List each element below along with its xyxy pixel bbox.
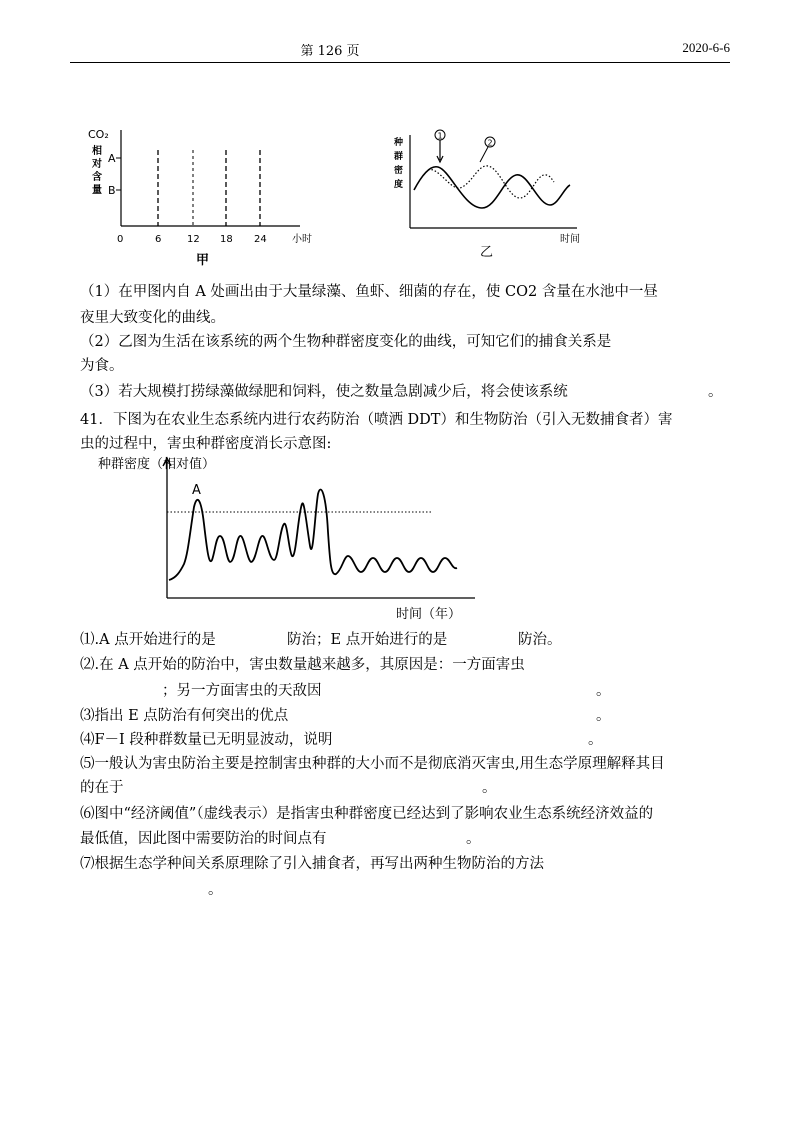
- s2-end: 。: [596, 683, 611, 699]
- pest-xlabel: 时间（年）: [396, 607, 462, 622]
- s6-end: 。: [466, 831, 481, 847]
- jia-xunit: 小时: [292, 234, 312, 245]
- jia-xtick: 12: [187, 234, 200, 245]
- jia-ylabel-top: CO₂: [88, 128, 109, 141]
- q2-line-2: 为食。: [80, 358, 124, 374]
- s4-line: ⑷F－I 段种群数量已无明显波动，说明: [80, 732, 333, 748]
- yi-ylabel-char: 群: [394, 152, 404, 162]
- s7-end: 。: [208, 882, 223, 898]
- yi-curve-1: [414, 167, 570, 208]
- jia-xtick: 6: [155, 234, 162, 245]
- jia-tick-b: B: [108, 184, 116, 197]
- s1-part-b: 防治；E 点开始进行的是: [287, 632, 448, 648]
- s2-line-1: ⑵.在 A 点开始的防治中，害虫数量越来越多，其原因是：一方面害虫: [80, 657, 525, 673]
- figure-pest-density: [90, 452, 490, 624]
- q41-line-1: 41．下图为在农业生态系统内进行农药防治（喷洒 DDT）和生物防治（引入无数捕食者）害: [80, 412, 673, 428]
- s5-line-2: 的在于: [80, 780, 124, 796]
- s5-line-1: ⑸一般认为害虫防治主要是控制害虫种群的大小而不是彻底消灭害虫,用生态学原理解释其目: [80, 756, 665, 772]
- jia-ylabel-char: 含: [92, 172, 102, 183]
- yi-marker-2: 2: [487, 138, 493, 148]
- s3-line: ⑶指出 E 点防治有何突出的优点: [80, 708, 289, 724]
- s6-line-2: 最低值，因此图中需要防治的时间点有: [80, 831, 327, 847]
- pest-ylabel: 种群密度（相对值）: [98, 457, 216, 472]
- yi-ylabel-char: 度: [394, 180, 404, 190]
- jia-xtick: 0: [117, 234, 124, 245]
- pest-point-a: A: [192, 483, 201, 498]
- q3-end: 。: [708, 384, 723, 400]
- jia-ylabel-char: 量: [92, 185, 102, 196]
- s3-end: 。: [596, 708, 611, 724]
- s1-part-c: 防治。: [518, 632, 562, 648]
- s7-line: ⑺根据生态学种间关系原理除了引入捕食者，再写出两种生物防治的方法: [80, 856, 544, 872]
- yi-ylabel-char: 种: [394, 138, 404, 148]
- jia-tick-a: A: [108, 152, 116, 165]
- figure-yi: [392, 120, 592, 270]
- q1-line-1: （1）在甲图内自 A 处画出由于大量绿藻、鱼虾、细菌的存在，使 CO2 含量在水池中一昼: [80, 284, 658, 300]
- q2-line-1: （2）乙图为生活在该系统的两个生物种群密度变化的曲线，可知它们的捕食关系是: [80, 334, 612, 350]
- header-date: 2020-6-6: [682, 40, 730, 55]
- s2-line-2: ；另一方面害虫的天敌因: [162, 683, 322, 699]
- jia-xtick: 24: [254, 234, 267, 245]
- yi-marker-1: 1: [437, 131, 443, 141]
- page-number: 第 126 页: [300, 44, 360, 59]
- q3-line: （3）若大规模打捞绿藻做绿肥和饲料，使之数量急剧减少后，将会使该系统: [80, 384, 568, 400]
- s6-line-1: ⑹图中“经济阈值”（虚线表示）是指害虫种群密度已经达到了影响农业生态系统经济效益的: [80, 806, 654, 822]
- pest-curve: [169, 490, 457, 580]
- jia-caption: 甲: [196, 253, 210, 268]
- figure-jia: [80, 120, 330, 270]
- jia-xtick: 18: [220, 234, 233, 245]
- q1-line-2: 夜里大致变化的曲线。: [80, 310, 225, 326]
- yi-caption: 乙: [480, 245, 494, 260]
- q41-line-2: 虫的过程中，害虫种群密度消长示意图:: [80, 436, 332, 452]
- yi-ylabel-char: 密: [394, 166, 404, 176]
- jia-ylabel-char: 对: [92, 159, 102, 170]
- s4-end: 。: [588, 732, 603, 748]
- s1-part-a: ⑴.A 点开始进行的是: [80, 632, 216, 648]
- jia-ylabel-char: 相: [92, 146, 102, 157]
- yi-xlabel: 时间: [560, 234, 580, 245]
- s5-end: 。: [482, 780, 497, 796]
